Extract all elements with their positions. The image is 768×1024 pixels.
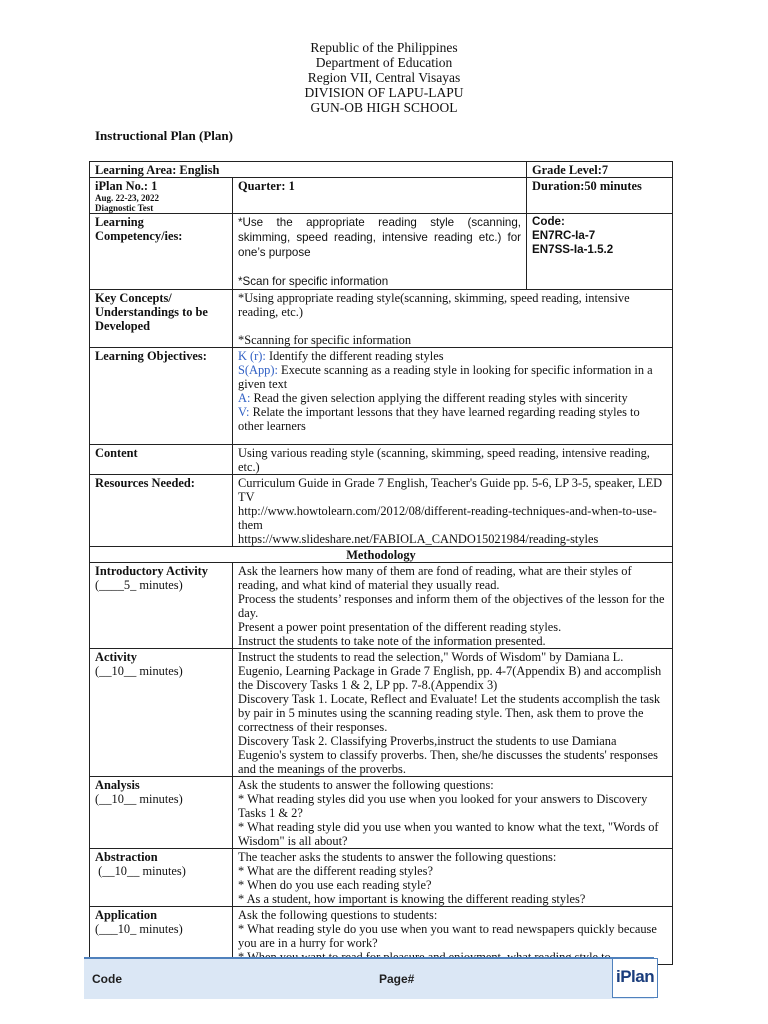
table-row <box>90 547 673 563</box>
intro-1: Ask the learners how many of them are fond of reading, what are their styles of reading, and what kind of material they usually read. <box>238 564 632 592</box>
table-row <box>90 214 673 290</box>
objective-text: Execute scanning as a reading style in looking for specific information in a given text <box>238 363 653 391</box>
content-text: Using various reading style (scanning, skimming, speed reading, intensive reading, etc.) <box>233 445 673 475</box>
competency-label-1: Learning <box>95 215 144 229</box>
resources-link-2[interactable]: https://www.slideshare.net/FABIOLA_CANDO15021984/reading-styles <box>238 532 599 546</box>
application-2: * What reading style do you use when you want to read newspapers quickly because you are in a hurry for work? <box>238 922 657 950</box>
application-label: Application <box>95 908 157 922</box>
spacer <box>238 319 667 333</box>
intro-2: Process the students’ responses and inform them of the objectives of the lesson for the day. <box>238 592 665 620</box>
header-country: Republic of the Philippines <box>310 40 458 55</box>
document-header <box>0 40 768 115</box>
objective-text: Relate the important lessons that they have learned regarding reading styles to other learners <box>238 405 640 433</box>
code-label: Code: <box>532 215 565 228</box>
analysis-label: Analysis <box>95 778 140 792</box>
abstraction-1: The teacher asks the students to answer the following questions: <box>238 850 557 864</box>
resources-1: Curriculum Guide in Grade 7 English, Teacher's Guide pp. 5-6, LP 3-5, speaker, LED TV <box>238 476 663 504</box>
plan-title: Instructional Plan (Plan) <box>95 128 233 143</box>
analysis-2: * What reading styles did you use when you looked for your answers to Discovery Tasks 1 & 2? <box>238 792 648 820</box>
table-row <box>90 178 673 214</box>
abstraction-4: * As a student, how important is knowing the different reading styles? <box>238 892 586 906</box>
code-2: EN7SS-Ia-1.5.2 <box>532 243 614 256</box>
code-1: EN7RC-Ia-7 <box>532 229 596 242</box>
objective-text: Identify the different reading styles <box>265 349 444 363</box>
header-school: GUN-OB HIGH SCHOOL <box>310 100 458 115</box>
footer-code: Code <box>92 972 122 986</box>
competency-text-cell <box>233 214 527 290</box>
table-row <box>90 290 673 348</box>
intro-3: Present a power point presentation of the different reading styles. <box>238 620 562 634</box>
activity-label-cell <box>90 649 233 777</box>
analysis-time: (__10__ minutes) <box>95 792 183 806</box>
quarter-cell: Quarter: 1 <box>233 178 527 214</box>
iplan-no: iPlan No.: 1 <box>95 179 158 193</box>
spacer <box>238 260 521 274</box>
activity-2: Discovery Task 1. Locate, Reflect and Evaluate! Let the students accomplish the task by pair in 5 minutes using the scanning reading style. Then, ask them to prove the correctness of their responses. <box>238 692 661 734</box>
table-row <box>90 563 673 649</box>
intro-label-cell <box>90 563 233 649</box>
abstraction-label: Abstraction <box>95 850 158 864</box>
intro-time: (____5_ minutes) <box>95 578 183 592</box>
intro-label: Introductory Activity <box>95 564 208 578</box>
table-row <box>90 649 673 777</box>
application-1: Ask the following questions to students: <box>238 908 438 922</box>
abstraction-cell <box>233 849 673 907</box>
activity-1: Instruct the students to read the selection," Words of Wisdom" by Damiana L. Eugenio, Learning Package in Grade 7 English, pp. 4-7(Appendix B) and accomplish the Discovery Tasks 1 & 2, LP pp. 7-8.(Appendix 3) <box>238 650 662 692</box>
application-time: (___10_ minutes) <box>95 922 183 936</box>
activity-label: Activity <box>95 650 137 664</box>
resources-label: Resources Needed: <box>90 475 233 547</box>
header-region: Region VII, Central Visayas <box>307 70 461 85</box>
code-cell <box>527 214 673 290</box>
iplan-no-cell <box>90 178 233 214</box>
activity-3: Discovery Task 2. Classifying Proverbs,instruct the students to use Damiana Eugenio's system to classify proverbs. Then, she/he discusses the students' responses and the meanings of the proverbs. <box>238 734 658 776</box>
page-footer <box>84 957 654 999</box>
key-concepts-1: *Using appropriate reading style(scanning, skimming, speed reading, intensive reading, etc.) <box>238 291 630 319</box>
objective-skill <box>238 363 667 391</box>
methodology-heading: Methodology <box>90 547 673 563</box>
footer-page-number: Page# <box>379 972 415 986</box>
table-row <box>90 907 673 965</box>
objectives-label: Learning Objectives: <box>90 348 233 445</box>
header-department: Department of Education <box>315 55 453 70</box>
key-concepts-label: Key Concepts/ Understandings to be Developed <box>90 290 233 348</box>
analysis-1: Ask the students to answer the following questions: <box>238 778 494 792</box>
competency-label-cell <box>90 214 233 290</box>
objectives-cell <box>233 348 673 445</box>
resources-link-1[interactable]: http://www.howtolearn.com/2012/08/different-reading-techniques-and-when-to-use-them <box>238 504 657 532</box>
iplan-logo-icon <box>612 958 658 998</box>
header-division: DIVISION OF LAPU-LAPU <box>304 85 464 100</box>
table-row <box>90 475 673 547</box>
application-label-cell <box>90 907 233 965</box>
objective-knowledge <box>238 349 667 363</box>
content-label: Content <box>90 445 233 475</box>
iplan-date: Aug. 22-23, 2022 <box>95 193 160 203</box>
resources-cell <box>233 475 673 547</box>
table-row <box>90 348 673 445</box>
table-row <box>90 445 673 475</box>
key-concepts-2: *Scanning for specific information <box>238 333 412 347</box>
activity-cell <box>233 649 673 777</box>
application-cell <box>233 907 673 965</box>
objective-tag: V: <box>238 405 250 419</box>
table-row <box>90 777 673 849</box>
grade-level-cell: Grade Level:7 <box>527 162 673 178</box>
objective-tag: S(App): <box>238 363 278 377</box>
abstraction-2: * What are the different reading styles? <box>238 864 433 878</box>
duration-cell: Duration:50 minutes <box>527 178 673 214</box>
intro-cell <box>233 563 673 649</box>
objective-attitude <box>238 391 667 405</box>
objective-tag: A: <box>238 391 251 405</box>
objective-text: Read the given selection applying the different reading styles with sincerity <box>250 391 628 405</box>
iplan-logo-text: iPlan <box>616 967 655 986</box>
iplan-note: Diagnostic Test <box>95 203 154 213</box>
table-row <box>90 849 673 907</box>
analysis-3: * What reading style did you use when you wanted to know what the text, "Words of Wisdom" is all about? <box>238 820 659 848</box>
abstraction-time: (__10__ minutes) <box>95 864 186 878</box>
learning-area-cell: Learning Area: English <box>90 162 527 178</box>
instructional-plan-table <box>89 161 673 965</box>
competency-text-2: *Scan for specific information <box>238 275 389 288</box>
objective-value <box>238 405 667 433</box>
competency-text: *Use the appropriate reading style (scanning, skimming, speed reading, intensive reading etc.) for one’s purpose <box>238 216 522 259</box>
table-row <box>90 162 673 178</box>
abstraction-3: * When do you use each reading style? <box>238 878 432 892</box>
objective-tag: K (r): <box>238 349 266 363</box>
key-concepts-cell <box>233 290 673 348</box>
analysis-label-cell <box>90 777 233 849</box>
intro-4: Instruct the students to take note of the information presented. <box>238 634 546 648</box>
abstraction-label-cell <box>90 849 233 907</box>
analysis-cell <box>233 777 673 849</box>
competency-label-2: Competency/ies: <box>95 229 183 243</box>
activity-time: (__10__ minutes) <box>95 664 183 678</box>
